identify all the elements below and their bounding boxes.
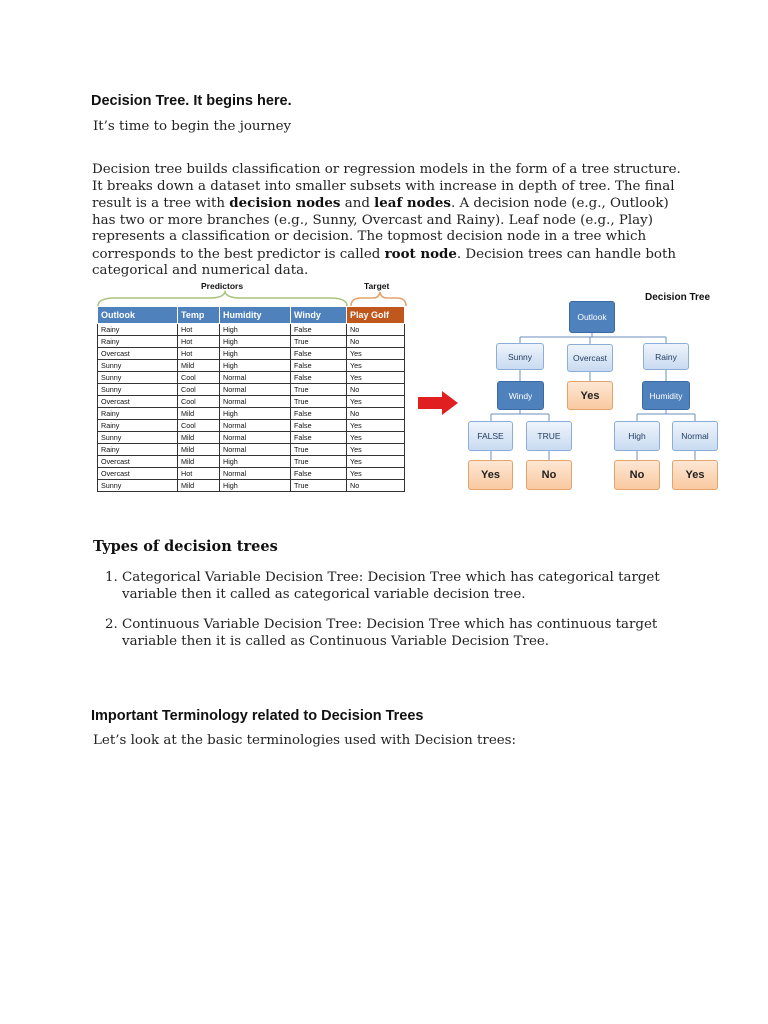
table-cell: False bbox=[291, 360, 347, 372]
table-cell: Yes bbox=[347, 396, 405, 408]
table-cell: Yes bbox=[347, 456, 405, 468]
tree-node-false: FALSE bbox=[468, 421, 513, 451]
table-cell: True bbox=[291, 396, 347, 408]
tree-leaf-true-no: No bbox=[526, 460, 572, 490]
table-cell: True bbox=[291, 336, 347, 348]
page-title: Decision Tree. It begins here. bbox=[91, 93, 292, 109]
table-cell: True bbox=[291, 456, 347, 468]
col-header-humidity: Humidity bbox=[220, 307, 291, 324]
predictors-label: Predictors bbox=[201, 281, 244, 291]
table-cell: High bbox=[220, 348, 291, 360]
col-header-play-golf: Play Golf bbox=[347, 307, 405, 324]
table-cell: Yes bbox=[347, 468, 405, 480]
tree-leaf-overcast-yes: Yes bbox=[567, 381, 613, 410]
term-root-node: root node bbox=[384, 245, 457, 262]
table-cell: Mild bbox=[178, 480, 220, 492]
table-cell: Normal bbox=[220, 396, 291, 408]
table-cell: No bbox=[347, 384, 405, 396]
list-item: 2. Continuous Variable Decision Tree: Decision Tree which has continuous target variable then it is called as Continuous Variable Decision Tree. bbox=[122, 617, 702, 650]
table-cell: Cool bbox=[178, 396, 220, 408]
table-cell: High bbox=[220, 360, 291, 372]
table-cell: Sunny bbox=[98, 360, 178, 372]
table-cell: Rainy bbox=[98, 408, 178, 420]
table-cell: Normal bbox=[220, 444, 291, 456]
term-decision-nodes: decision nodes bbox=[229, 195, 341, 211]
table-cell: Yes bbox=[347, 432, 405, 444]
table-cell: Yes bbox=[347, 444, 405, 456]
table-cell: False bbox=[291, 348, 347, 360]
table-cell: False bbox=[291, 324, 347, 336]
term-leaf-nodes: leaf nodes bbox=[374, 195, 451, 211]
tree-node-normal: Normal bbox=[672, 421, 718, 451]
intro-text: It’s time to begin the journey bbox=[93, 119, 292, 134]
table-cell: No bbox=[347, 324, 405, 336]
table-cell: High bbox=[220, 408, 291, 420]
table-cell: Mild bbox=[178, 360, 220, 372]
terminology-heading: Important Terminology related to Decision Trees bbox=[91, 708, 424, 724]
types-heading: Types of decision trees bbox=[93, 538, 278, 555]
col-header-windy: Windy bbox=[291, 307, 347, 324]
table-cell: True bbox=[291, 384, 347, 396]
table-cell: Hot bbox=[178, 348, 220, 360]
table-cell: False bbox=[291, 468, 347, 480]
tree-leaf-normal-yes: Yes bbox=[672, 460, 718, 490]
table-cell: False bbox=[291, 420, 347, 432]
table-cell: Hot bbox=[178, 468, 220, 480]
table-cell: Overcast bbox=[98, 396, 178, 408]
table-cell: Rainy bbox=[98, 420, 178, 432]
tree-node-true: TRUE bbox=[526, 421, 572, 451]
table-cell: Sunny bbox=[98, 480, 178, 492]
table-cell: Mild bbox=[178, 456, 220, 468]
table-cell: Normal bbox=[220, 468, 291, 480]
tree-node-rainy: Rainy bbox=[643, 343, 689, 370]
table-cell: Mild bbox=[178, 432, 220, 444]
tree-title: Decision Tree bbox=[645, 292, 711, 303]
table-cell: High bbox=[220, 336, 291, 348]
table-cell: Sunny bbox=[98, 384, 178, 396]
tree-node-windy: Windy bbox=[497, 381, 544, 410]
table-cell: Yes bbox=[347, 360, 405, 372]
table-cell: Normal bbox=[220, 372, 291, 384]
terminology-intro: Let’s look at the basic terminologies used with Decision trees: bbox=[93, 733, 517, 748]
table-cell: False bbox=[291, 372, 347, 384]
table-cell: Overcast bbox=[98, 456, 178, 468]
list-item: 1. Categorical Variable Decision Tree: Decision Tree which has categorical target variable then it called as categorical variable decision tree. bbox=[122, 570, 702, 603]
table-cell: Mild bbox=[178, 408, 220, 420]
table-cell: Yes bbox=[347, 372, 405, 384]
table-cell: Hot bbox=[178, 324, 220, 336]
table-cell: Cool bbox=[178, 420, 220, 432]
col-header-temp: Temp bbox=[178, 307, 220, 324]
table-cell: No bbox=[347, 336, 405, 348]
table-cell: Rainy bbox=[98, 324, 178, 336]
table-cell: Sunny bbox=[98, 432, 178, 444]
table-cell: Cool bbox=[178, 372, 220, 384]
table-cell: Normal bbox=[220, 432, 291, 444]
tree-node-humidity: Humidity bbox=[642, 381, 690, 410]
tree-leaf-high-no: No bbox=[614, 460, 660, 490]
table-cell: True bbox=[291, 480, 347, 492]
table-cell: High bbox=[220, 456, 291, 468]
table-cell: Cool bbox=[178, 384, 220, 396]
table-cell: Hot bbox=[178, 336, 220, 348]
tree-node-sunny: Sunny bbox=[496, 343, 544, 370]
tree-leaf-false-yes: Yes bbox=[468, 460, 513, 490]
table-cell: Rainy bbox=[98, 444, 178, 456]
table-cell: False bbox=[291, 432, 347, 444]
target-label: Target bbox=[364, 281, 390, 291]
table-cell: True bbox=[291, 444, 347, 456]
col-header-outlook: Outlook bbox=[98, 307, 178, 324]
tree-node-high: High bbox=[614, 421, 660, 451]
table-cell: Normal bbox=[220, 420, 291, 432]
table-cell: Mild bbox=[178, 444, 220, 456]
table-cell: Normal bbox=[220, 384, 291, 396]
types-list bbox=[92, 570, 702, 664]
table-cell: Rainy bbox=[98, 336, 178, 348]
definition-paragraph: Decision tree builds classification or regression models in the form of a tree structure. It breaks down a dataset into smaller subsets with increase in depth of tree. The final result is a tree with decision nodes and leaf nodes. A decision node (e.g., Outlook) has two or more branches (e.g., Sunny, Overcast and Rainy). Leaf node (e.g., Play) represents a classification or decision. The topmost decision node in a tree which corresponds to the best predictor is called root node. Decision trees can handle both categorical and numerical data. bbox=[92, 162, 681, 278]
tree-node-outlook: Outlook bbox=[569, 301, 615, 333]
table-cell: Yes bbox=[347, 420, 405, 432]
table-cell: Overcast bbox=[98, 348, 178, 360]
table-cell: No bbox=[347, 480, 405, 492]
table-cell: Yes bbox=[347, 348, 405, 360]
table-cell: Overcast bbox=[98, 468, 178, 480]
table-cell: Sunny bbox=[98, 372, 178, 384]
table-cell: False bbox=[291, 408, 347, 420]
table-cell: No bbox=[347, 408, 405, 420]
table-cell: High bbox=[220, 480, 291, 492]
tree-node-overcast: Overcast bbox=[567, 344, 613, 372]
table-cell: High bbox=[220, 324, 291, 336]
